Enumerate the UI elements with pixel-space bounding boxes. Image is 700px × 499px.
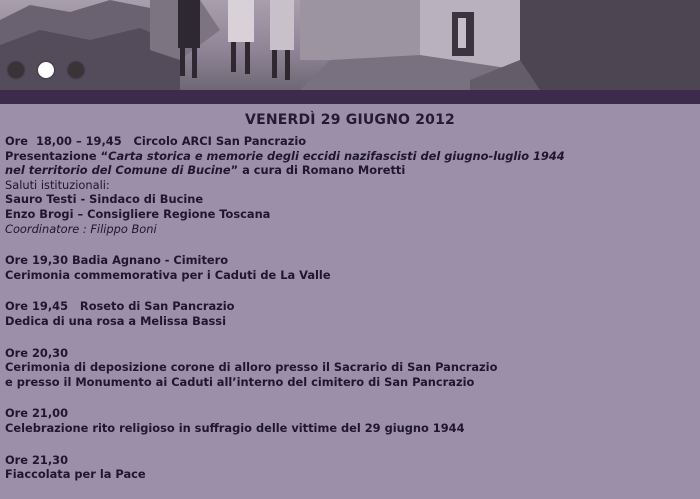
program-block-3 — [5, 299, 695, 328]
coordinator: Coordinatore : Filippo Boni — [5, 221, 157, 236]
presentation-title-2: nel territorio del Comune di Bucine — [5, 163, 231, 178]
event-program — [5, 112, 695, 499]
program-desc-4b: e presso il Monumento ai Caduti all’interno del cimitero di San Pancrazio — [5, 374, 475, 389]
event-date-title: VENERDÌ 29 GIUGNO 2012 — [245, 112, 455, 128]
presentation-title-1: Carta storica e memorie degli eccidi nazifascisti del giugno-luglio 1944 — [108, 148, 565, 163]
program-time-3: Ore 19,45 Roseto di San Pancrazio — [5, 299, 235, 314]
program-time-6: Ore 21,30 — [5, 452, 69, 467]
program-desc-2: Cerimonia commemorativa per i Caduti de La Valle — [5, 267, 331, 282]
banner-divider-bar — [0, 90, 700, 104]
presentation-line-2 — [5, 163, 695, 178]
speaker-2: Enzo Brogi – Consigliere Regione Toscana — [5, 206, 271, 221]
program-desc-3: Dedica di una rosa a Melissa Bassi — [5, 313, 226, 328]
program-time-1: Ore 18,00 – 19,45 Circolo ARCI San Pancrazio — [5, 134, 307, 148]
program-time-2: Ore 19,30 Badia Agnano - Cimitero — [5, 253, 229, 268]
program-block-6 — [5, 453, 695, 482]
slide-indicators — [8, 62, 84, 78]
program-block-2 — [5, 253, 695, 282]
speaker-1: Sauro Testi - Sindaco di Bucine — [5, 192, 204, 207]
program-time-5: Ore 21,00 — [5, 406, 69, 421]
slide-dot-2[interactable] — [38, 62, 54, 78]
banner-photo — [0, 0, 700, 90]
program-desc-5: Celebrazione rito religioso in suffragio delle vittime del 29 giugno 1944 — [5, 420, 465, 435]
greetings-label: Saluti istituzionali: — [5, 177, 110, 192]
program-desc-6: Fiaccolata per la Pace — [5, 467, 146, 482]
presentation-suffix: ” a cura di Romano Moretti — [230, 163, 406, 178]
program-block-4 — [5, 346, 695, 390]
slide-dot-1[interactable] — [8, 62, 24, 78]
banner-slideshow — [0, 0, 700, 90]
program-block-1 — [5, 134, 695, 236]
program-desc-4a: Cerimonia di deposizione corone di alloro presso il Sacrario di San Pancrazio — [5, 360, 498, 375]
program-time-4: Ore 20,30 — [5, 345, 69, 360]
program-block-5 — [5, 406, 695, 435]
presentation-prefix: Presentazione “ — [5, 148, 109, 163]
slide-dot-3[interactable] — [68, 62, 84, 78]
presentation-line — [5, 149, 695, 164]
